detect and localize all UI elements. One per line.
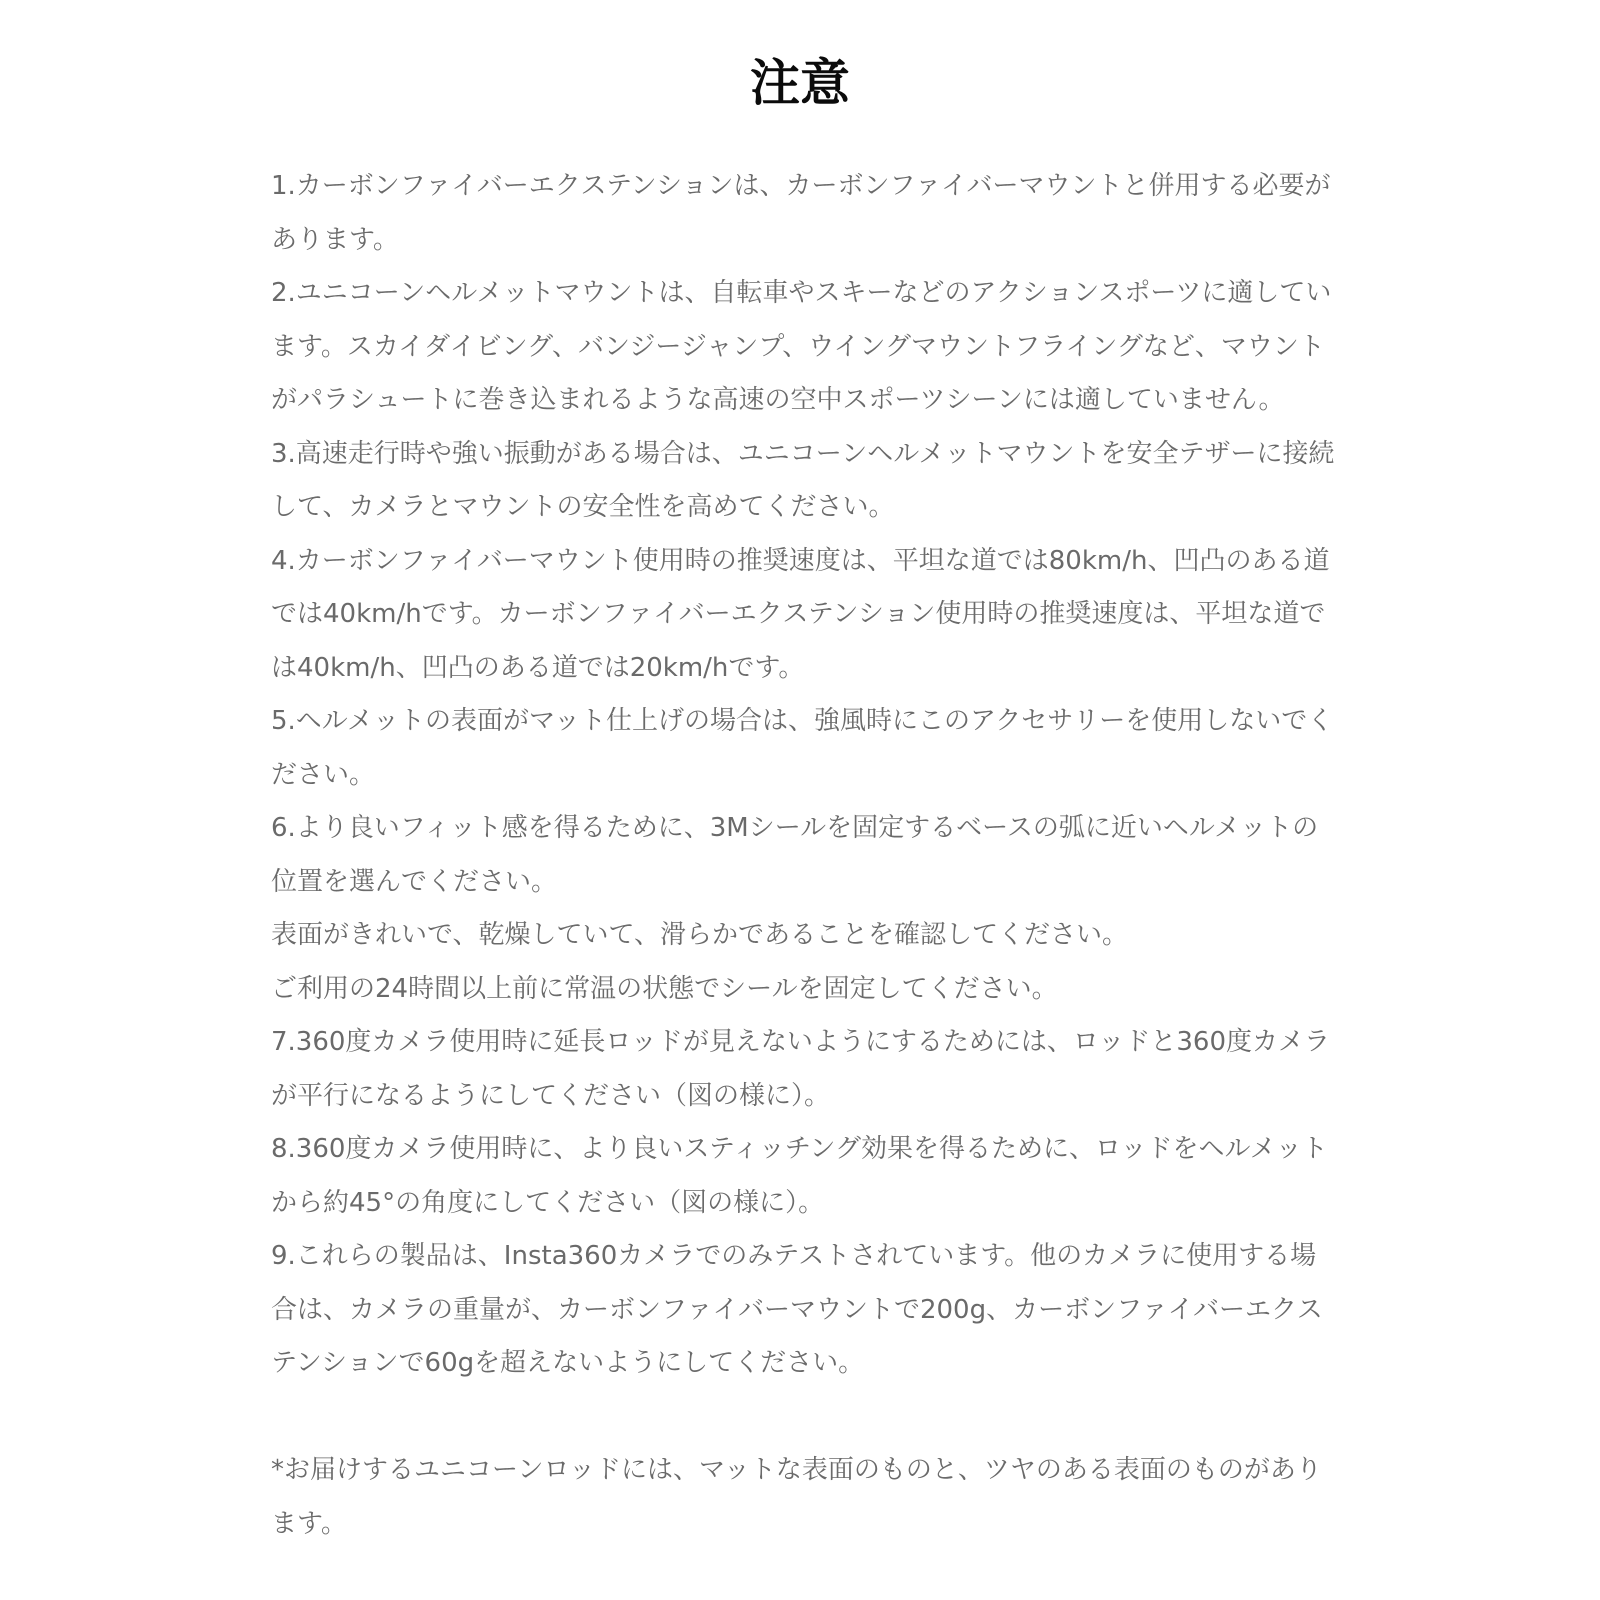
footnote: *お届けするユニコーンロッドには、マットな表面のものと、ツヤのある表面のものがあります。: [271, 1455, 1322, 1539]
paragraph-spacer: [271, 1391, 1336, 1445]
notice-item-2: 2.ユニコーンヘルメットマウントは、自転車やスキーなどのアクションスポーツに適しています。スカイダイビング、バンジージャンプ、ウイングマウントフライングなど、マウントがパラシュートに巻き込まれるような高速の空中スポーツシーンには適していません。: [271, 278, 1332, 415]
page-title: 注意: [750, 54, 850, 112]
notice-item-8: 8.360度カメラ使用時に、より良いスティッチング効果を得るために、ロッドをヘルメットから約45°の角度にしてください（図の様に）。: [271, 1134, 1328, 1218]
notice-item-5: 5.ヘルメットの表面がマット仕上げの場合は、強風時にこのアクセサリーを使用しないでください。: [271, 706, 1334, 790]
notice-body: [271, 160, 1336, 1551]
notice-item-6-timing-note: ご利用の24時間以上前に常温の状態でシールを固定してください。: [271, 973, 1058, 1004]
notice-item-1: 1.カーボンファイバーエクステンションは、カーボンファイバーマウントと併用する必要があります。: [271, 171, 1331, 255]
notice-item-3: 3.高速走行時や強い振動がある場合は、ユニコーンヘルメットマウントを安全テザーに接続して、カメラとマウントの安全性を高めてください。: [271, 438, 1335, 522]
notice-item-9: 9.これらの製品は、Insta360カメラでのみテストされています。他のカメラに使用する場合は、カメラの重量が、カーボンファイバーマウントで200g、カーボンファイバーエクステンションで60gを超えないようにしてください。: [271, 1241, 1323, 1378]
notice-item-6-surface-note: 表面がきれいで、乾燥していて、滑らかであることを確認してください。: [271, 920, 1128, 950]
notice-item-7: 7.360度カメラ使用時に延長ロッドが見えないようにするためには、ロッドと360度カメラが平行になるようにしてください（図の様に）。: [271, 1027, 1331, 1111]
notice-item-4: 4.カーボンファイバーマウント使用時の推奨速度は、平坦な道では80km/h、凹凸のある道では40km/hです。カーボンファイバーエクステンション使用時の推奨速度は、平坦な道では40km/h、凹凸のある道では20km/hです。: [271, 545, 1330, 683]
notice-item-6: 6.より良いフィット感を得るために、3Mシールを固定するベースの弧に近いヘルメットの位置を選んでください。: [271, 813, 1319, 897]
